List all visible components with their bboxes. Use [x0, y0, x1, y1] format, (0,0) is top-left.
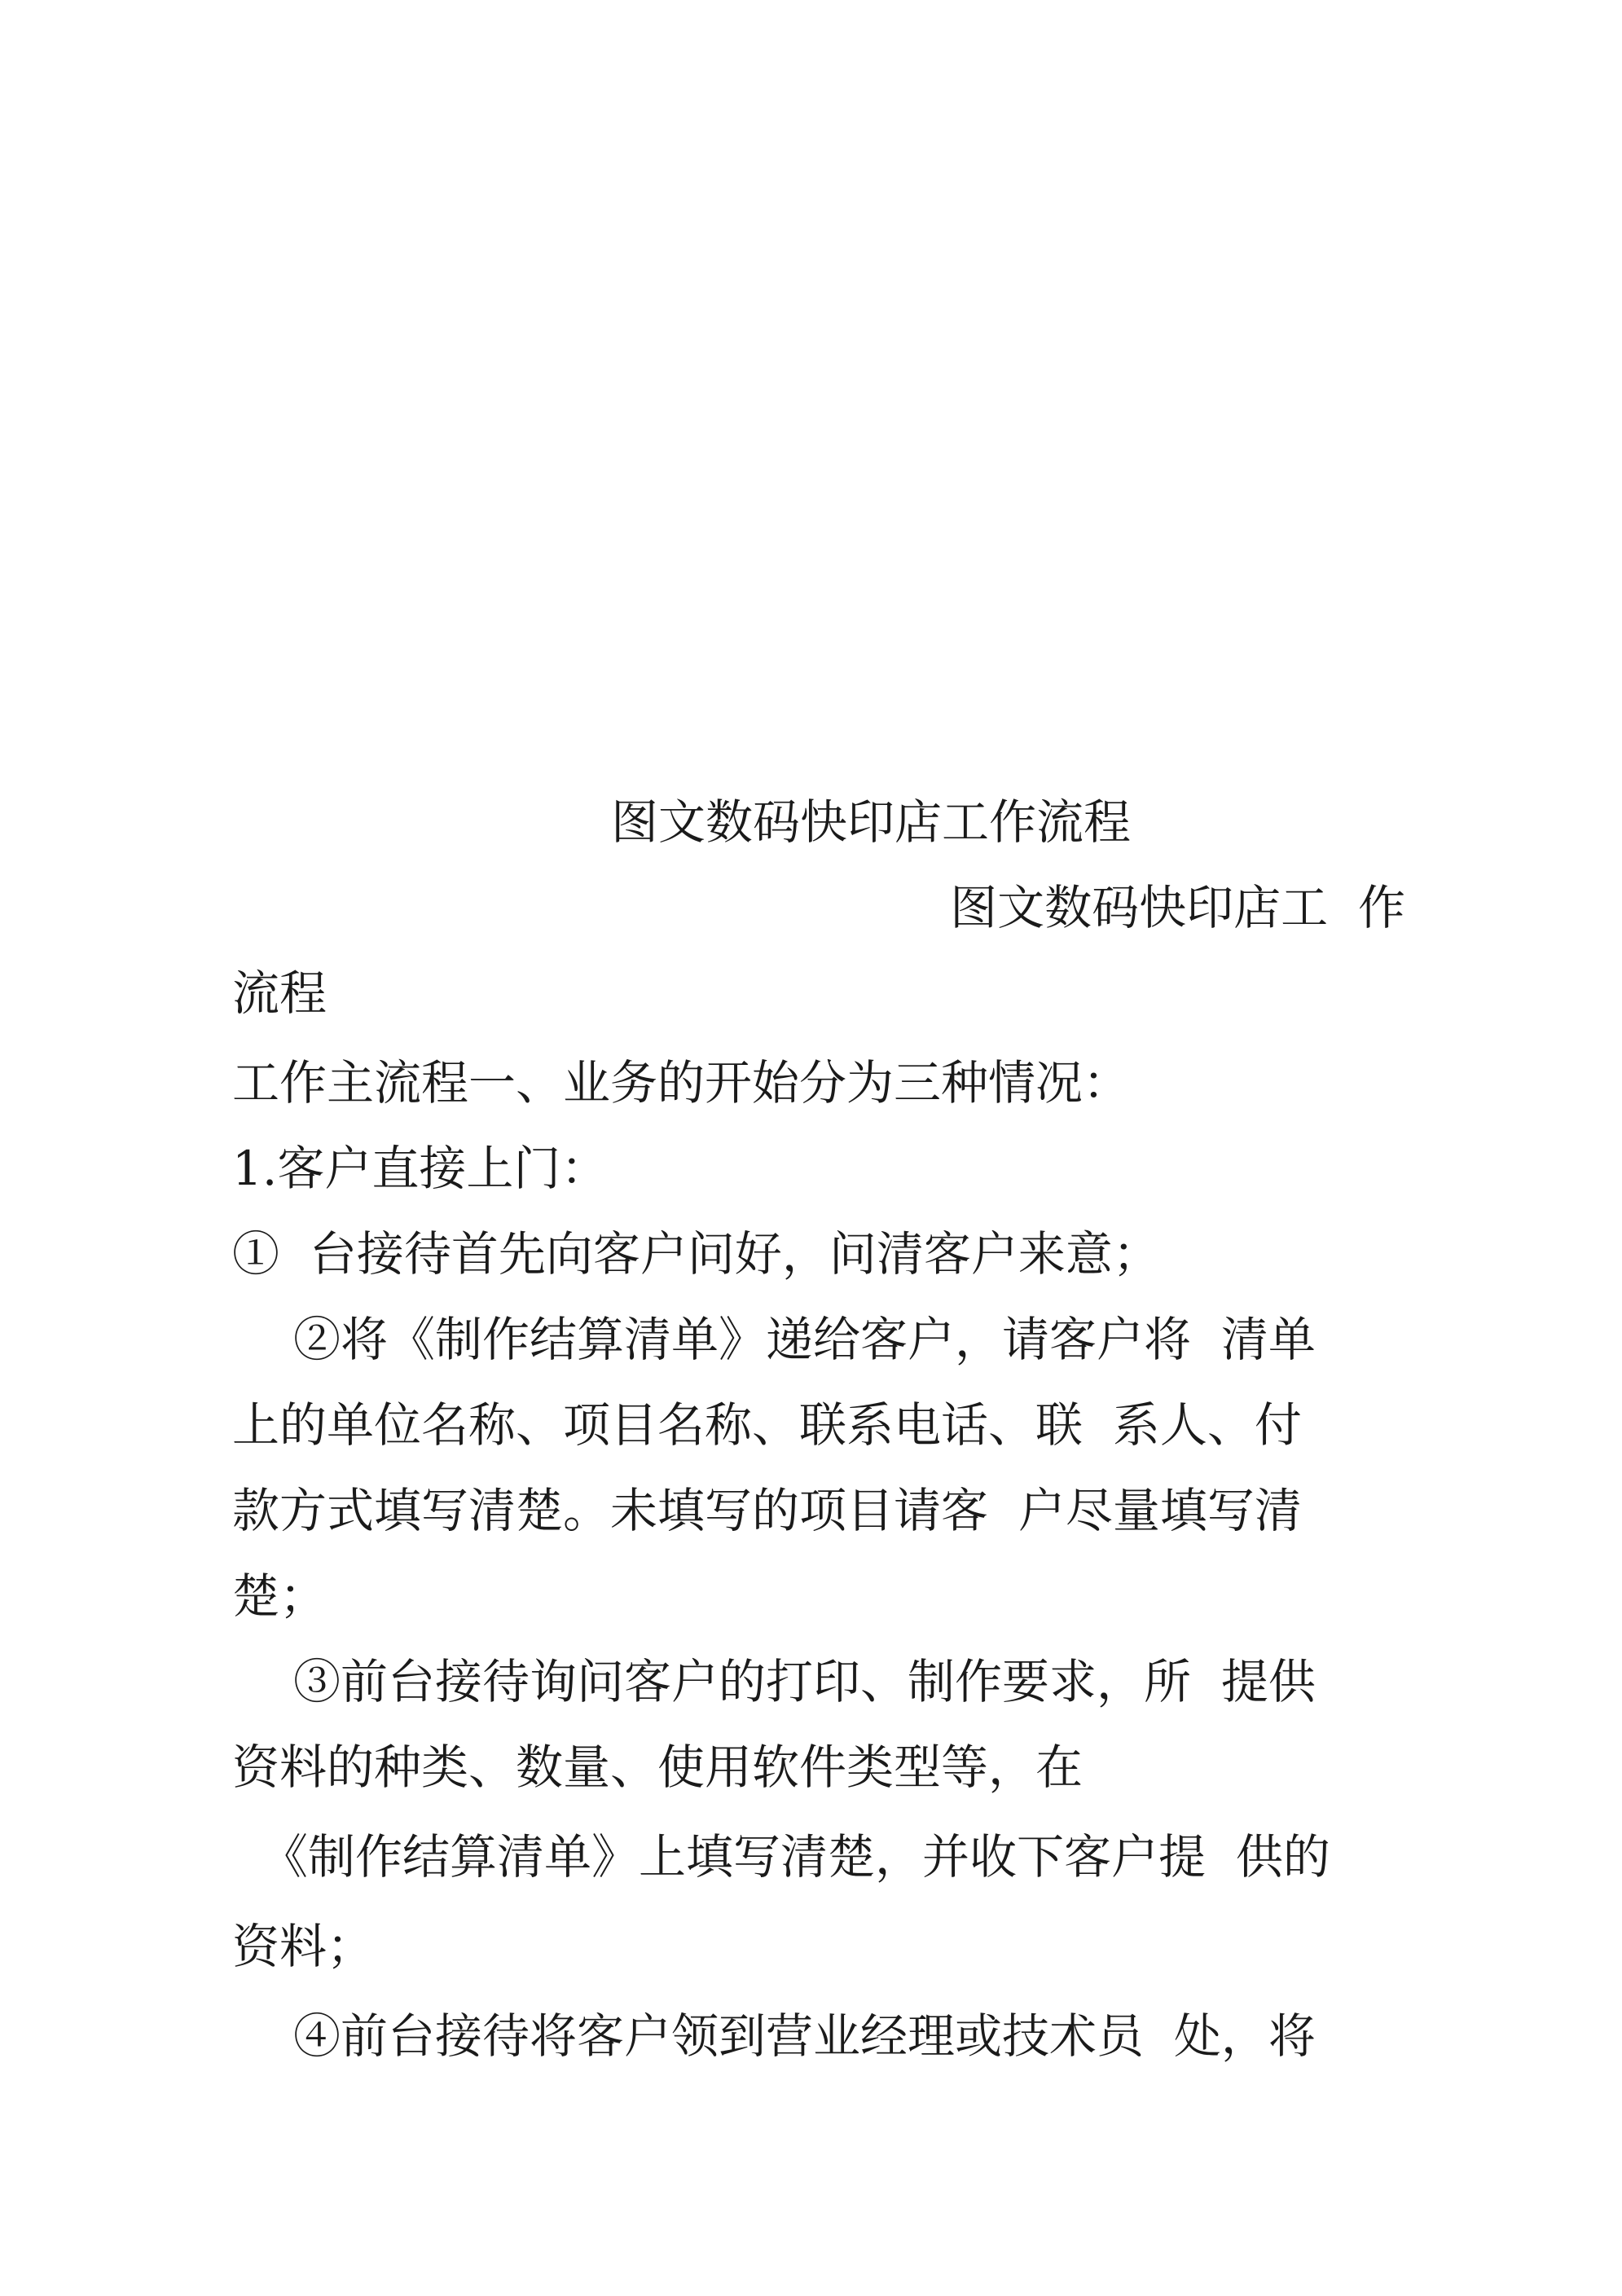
body-line-8: ③前台接待询问客户的打印、制作要求，所 提供 [293, 1654, 1316, 1709]
body-line-10: 《制作结算清单》上填写清楚，并收下客户提 供的 [261, 1829, 1330, 1885]
body-line-3: ① 台接待首先向客户问好，问清客户来意； [232, 1226, 1160, 1282]
body-line-1: 工作主流程一、业务的开始分为三种情况： [232, 1055, 1131, 1111]
header-repeat-line-2: 流程 [232, 965, 327, 1021]
body-line-9: 资料的种类、数量、使用软件类型等，在 [232, 1740, 1084, 1795]
body-line-6: 款方式填写清楚。未填写的项目请客 户尽量填写清 [232, 1483, 1302, 1538]
document-title: 图文数码快印店工作流程 [611, 794, 1132, 850]
body-line-4: ②将《制作结算清单》递给客户，请客户将 清单 [293, 1312, 1316, 1367]
body-line-7: 楚； [232, 1568, 327, 1624]
body-line-12: ④前台接待将客户领到营业经理或技术员 处，将 [293, 2008, 1316, 2064]
body-line-11: 资料； [232, 1919, 375, 1974]
header-repeat-line-1: 图文数码快印店工 作 [950, 880, 1405, 935]
body-line-5: 上的单位名称、项目名称、联系电话、联 系人、付 [232, 1397, 1302, 1453]
body-line-2: 1.客户直接上门： [232, 1141, 609, 1196]
